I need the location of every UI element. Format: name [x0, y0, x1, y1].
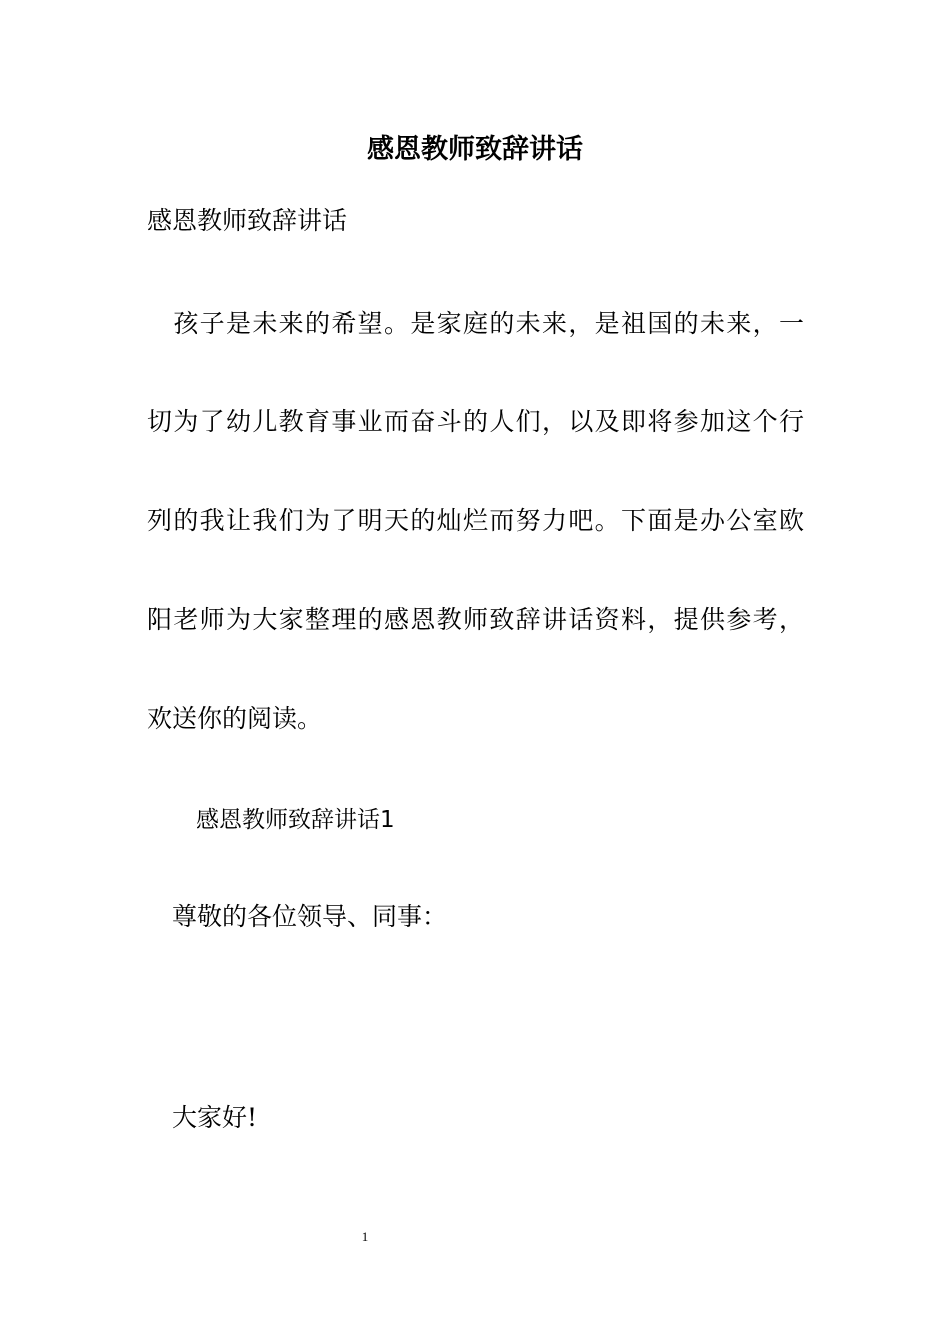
intro-line-5: 欢送你的阅读。: [147, 704, 323, 733]
intro-line-1: 孩子是未来的希望。是家庭的未来，是祖国的未来，一: [147, 309, 804, 338]
page-number: 1: [361, 1229, 369, 1244]
document-title: 感恩教师致辞讲话: [367, 134, 583, 165]
intro-line-3: 列的我让我们为了明天的灿烂而努力吧。下面是办公室欧: [147, 506, 804, 535]
intro-line-4: 阳老师为大家整理的感恩教师致辞讲话资料，提供参考，: [147, 605, 804, 634]
section-heading: 感恩教师致辞讲话1: [196, 807, 395, 833]
greeting: 大家好!: [172, 1103, 258, 1132]
document-subtitle: 感恩教师致辞讲话: [147, 206, 348, 235]
intro-line-2: 切为了幼儿教育事业而奋斗的人们，以及即将参加这个行: [147, 407, 804, 436]
salutation: 尊敬的各位领导、同事：: [172, 902, 448, 931]
